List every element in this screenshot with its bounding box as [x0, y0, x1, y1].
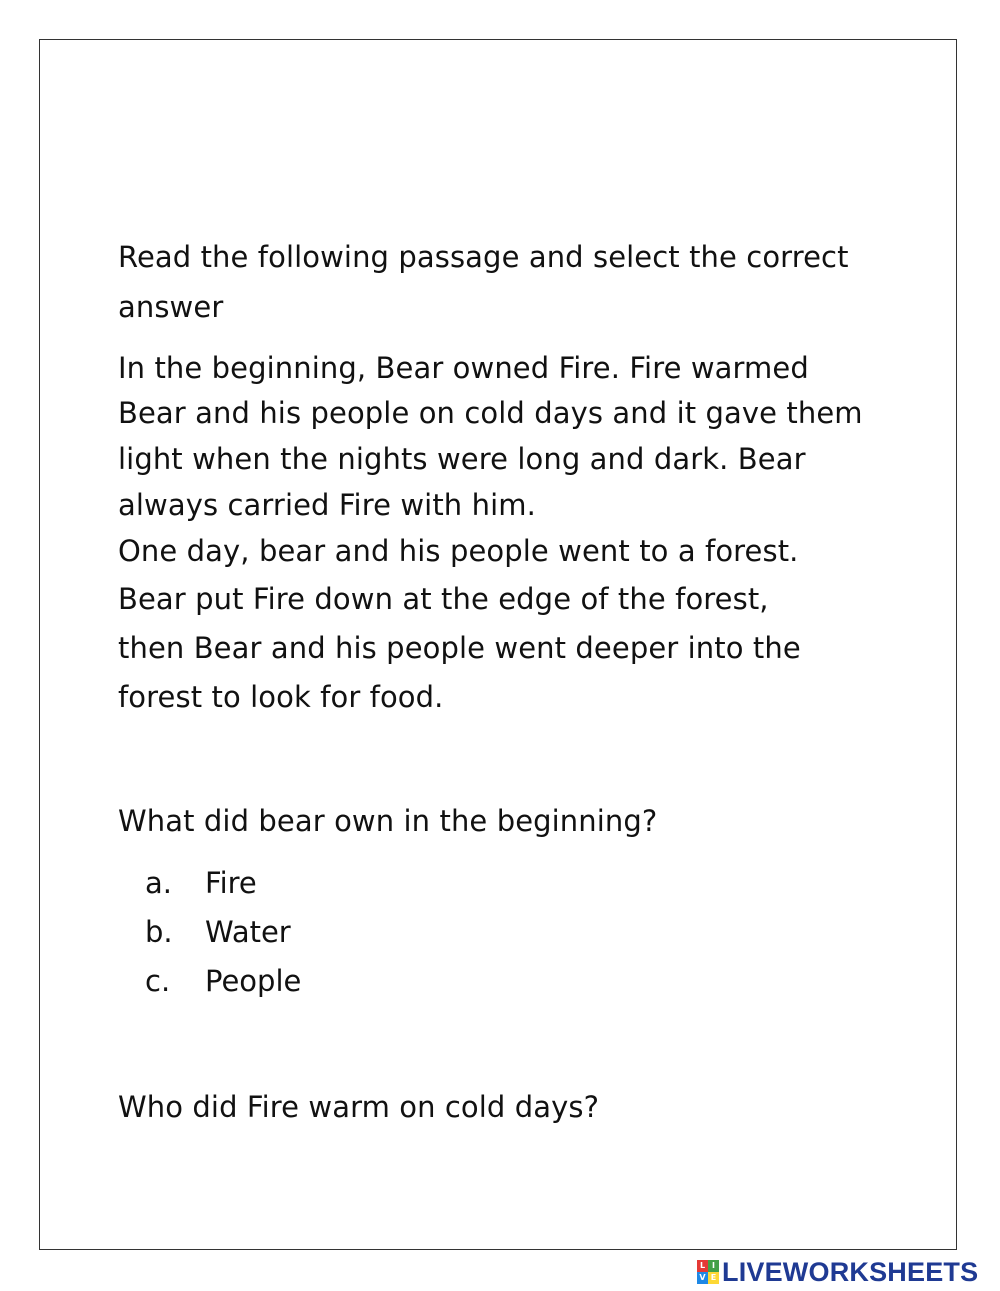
brand-name: LIVEWORKSHEETS [722, 1256, 979, 1287]
passage-line-4: always carried Fire with him. [118, 488, 536, 522]
passage-line-6: Bear put Fire down at the edge of the forest, [118, 582, 769, 616]
option-letter: b. [145, 915, 173, 949]
option-letter: a. [145, 866, 172, 900]
passage-line-8: forest to look for food. [118, 680, 444, 714]
passage-line-3: light when the nights were long and dark. Bear [118, 442, 806, 476]
logo-letter: E [708, 1272, 719, 1284]
question-1: What did bear own in the beginning? [118, 804, 658, 838]
answer-option-a[interactable] [145, 866, 257, 900]
passage-line-7: then Bear and his people went deeper into the [118, 631, 801, 665]
option-label: Water [205, 915, 291, 949]
option-letter: c. [145, 964, 171, 998]
liveworksheets-brand [697, 1258, 978, 1286]
answer-option-c[interactable] [145, 964, 301, 998]
passage-line-5: One day, bear and his people went to a forest. [118, 534, 799, 568]
logo-letter: V [697, 1272, 708, 1284]
question-2: Who did Fire warm on cold days? [118, 1090, 600, 1124]
logo-letter: L [697, 1260, 708, 1272]
passage-line-1: In the beginning, Bear owned Fire. Fire warmed [118, 351, 809, 385]
instruction-line-1: Read the following passage and select the correct [118, 240, 849, 274]
instruction-line-2: answer [118, 290, 224, 324]
option-label: Fire [205, 866, 257, 900]
logo-letter: I [708, 1260, 719, 1272]
option-label: People [205, 964, 302, 998]
answer-option-b[interactable] [145, 915, 291, 949]
passage-line-2: Bear and his people on cold days and it gave them [118, 396, 863, 430]
liveworksheets-logo-icon [697, 1260, 719, 1284]
